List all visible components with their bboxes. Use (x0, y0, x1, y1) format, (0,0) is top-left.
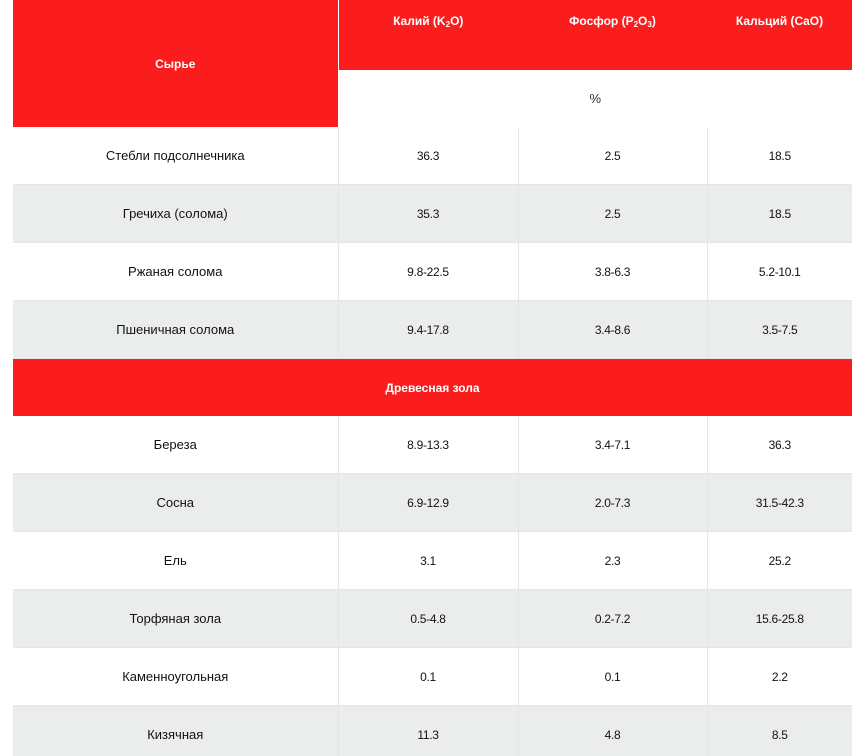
phosphorus-value: 2.5 (518, 185, 707, 243)
calcium-value: 15.6-25.8 (707, 590, 852, 648)
unit-label: % (338, 70, 852, 127)
table-row (13, 590, 852, 648)
table-row (13, 301, 852, 359)
row-name: Ржаная солома (13, 243, 338, 301)
section-header-row (13, 359, 852, 417)
table-row (13, 474, 852, 532)
table-row (13, 706, 852, 756)
row-name: Береза (13, 416, 338, 474)
row-name: Пшеничная солома (13, 301, 338, 359)
fertilizer-ash-table (13, 0, 852, 756)
table-row (13, 648, 852, 706)
potassium-value: 36.3 (338, 127, 518, 185)
phosphorus-value: 3.8-6.3 (518, 243, 707, 301)
phosphorus-value: 0.1 (518, 648, 707, 706)
calcium-value: 2.2 (707, 648, 852, 706)
row-name: Гречиха (солома) (13, 185, 338, 243)
potassium-value: 3.1 (338, 532, 518, 590)
table-row (13, 185, 852, 243)
calcium-value: 8.5 (707, 706, 852, 756)
potassium-value: 9.8-22.5 (338, 243, 518, 301)
row-name: Сосна (13, 474, 338, 532)
phosphorus-value: 4.8 (518, 706, 707, 756)
phosphorus-value: 2.5 (518, 127, 707, 185)
potassium-value: 6.9-12.9 (338, 474, 518, 532)
potassium-value: 35.3 (338, 185, 518, 243)
calcium-value: 3.5-7.5 (707, 301, 852, 359)
calcium-value: 18.5 (707, 127, 852, 185)
potassium-value: 8.9-13.3 (338, 416, 518, 474)
row-name: Стебли подсолнечника (13, 127, 338, 185)
calcium-value: 5.2-10.1 (707, 243, 852, 301)
potassium-value: 0.1 (338, 648, 518, 706)
row-name: Каменноугольная (13, 648, 338, 706)
table-row (13, 243, 852, 301)
phosphorus-value: 2.0-7.3 (518, 474, 707, 532)
potassium-value: 0.5-4.8 (338, 590, 518, 648)
raw-material-header: Сырье (13, 0, 338, 127)
row-name: Торфяная зола (13, 590, 338, 648)
phosphorus-header: Фосфор $(P_2O_3)$ (518, 0, 707, 70)
row-name: Кизячная (13, 706, 338, 756)
calcium-value: 18.5 (707, 185, 852, 243)
potassium-value: 9.4-17.8 (338, 301, 518, 359)
table-row (13, 532, 852, 590)
phosphorus-value: 3.4-7.1 (518, 416, 707, 474)
phosphorus-value: 0.2-7.2 (518, 590, 707, 648)
calcium-value: 36.3 (707, 416, 852, 474)
row-name: Ель (13, 532, 338, 590)
calcium-value: 25.2 (707, 532, 852, 590)
wood-ash-section-title: Древесная зола (13, 359, 852, 417)
header-row (13, 0, 852, 70)
calcium-value: 31.5-42.3 (707, 474, 852, 532)
potassium-value: 11.3 (338, 706, 518, 756)
calcium-header: Кальций (CaO) (707, 0, 852, 70)
table-row (13, 127, 852, 185)
potassium-header: Калий $(K_2O)$ (338, 0, 518, 70)
phosphorus-value: 2.3 (518, 532, 707, 590)
phosphorus-value: 3.4-8.6 (518, 301, 707, 359)
table-row (13, 416, 852, 474)
